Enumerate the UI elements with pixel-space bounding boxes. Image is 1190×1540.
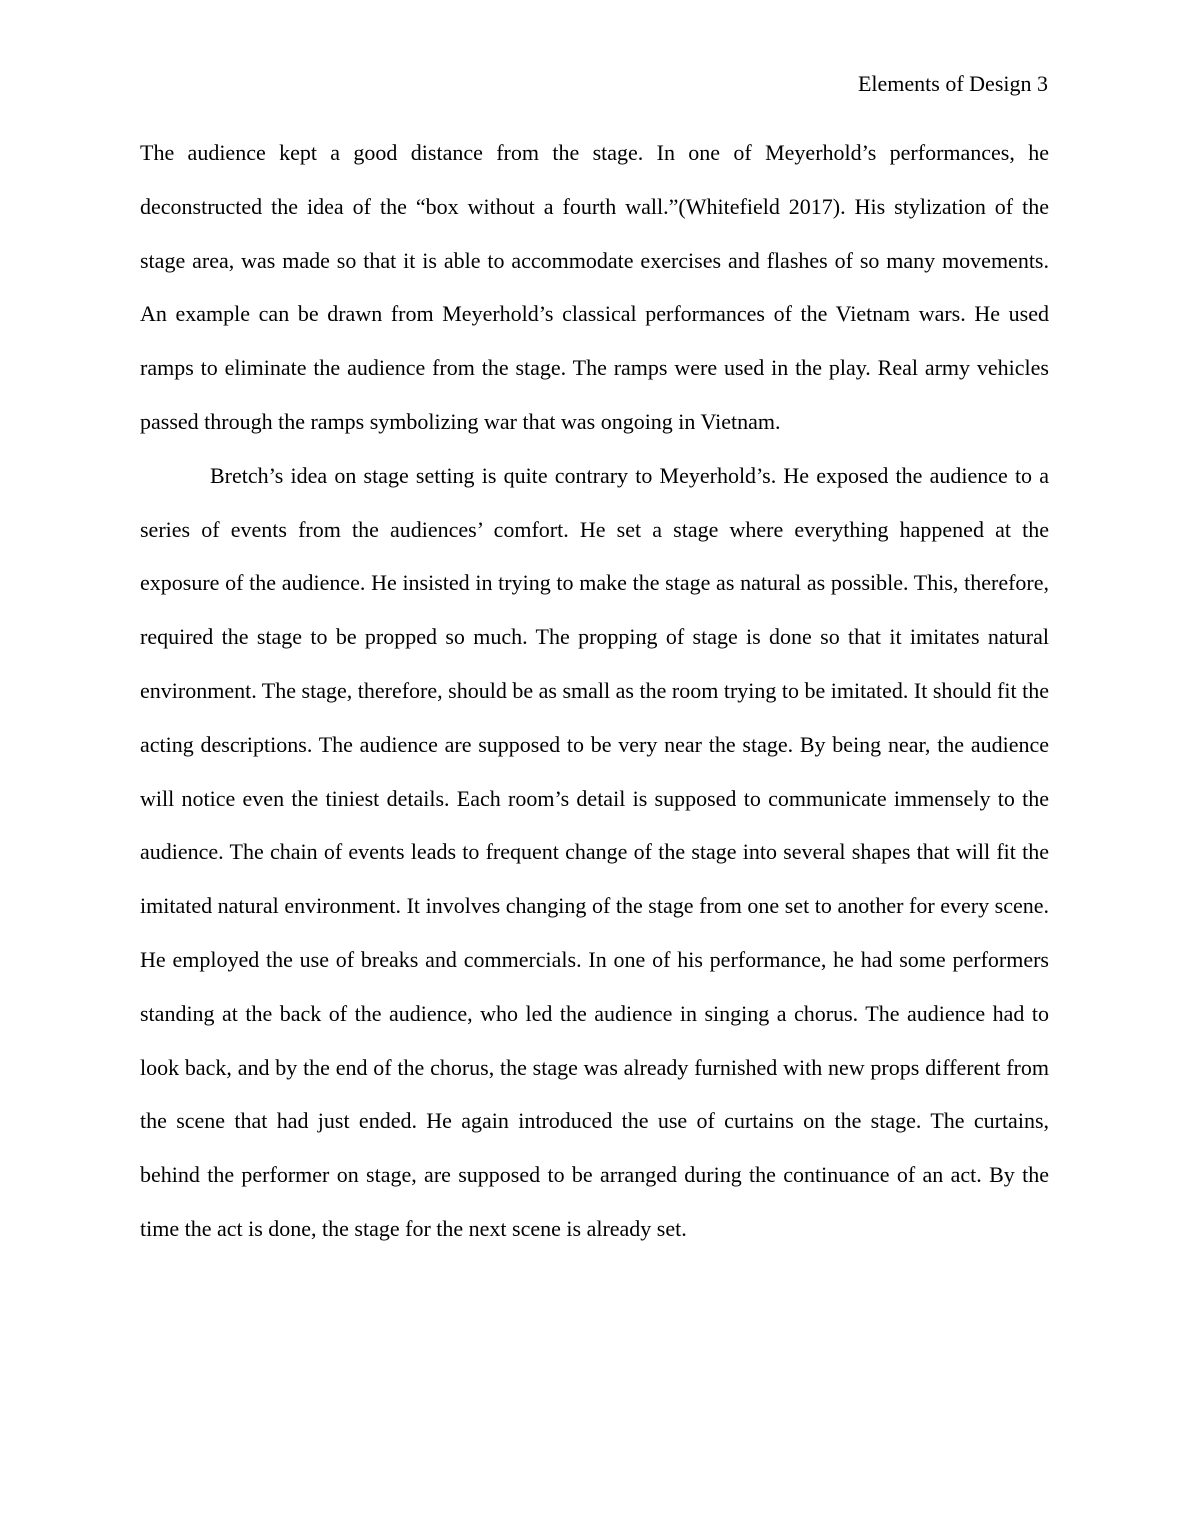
running-head: Elements of Design 3: [857, 71, 1048, 96]
body-text: [140, 126, 1049, 1256]
paragraph-2: Bretch’s idea on stage setting is quite contrary to Meyerhold’s. He exposed the audience to a series of events from the audiences’ comfort. He set a stage where everything happened at the exposure of the audience. He insisted in trying to make the stage as natural as possible. This, therefore, required the stage to be propped so much. The propping of stage is done so that it imitates natural environment. The stage, therefore, should be as small as the room trying to be imitated. It should fit the acting descriptions. The audience are supposed to be very near the stage. By being near, the audience will notice even the tiniest details. Each room’s detail is supposed to communicate immensely to the audience. The chain of events leads to frequent change of the stage into several shapes that will fit the imitated natural environment. It involves changing of the stage from one set to another for every scene. He employed the use of breaks and commercials. In one of his performance, he had some performers standing at the back of the audience, who led the audience in singing a chorus. The audience had to look back, and by the end of the chorus, the stage was already furnished with new props different from the scene that had just ended. He again introduced the use of curtains on the stage. The curtains, behind the performer on stage, are supposed to be arranged during the continuance of an act. By the time the act is done, the stage for the next scene is already set.: [140, 462, 1049, 1241]
paragraph-1: The audience kept a good distance from the stage. In one of Meyerhold’s performances, he deconstructed the idea of the “box without a fourth wall.”(Whitefield 2017). His stylization of the stage area, was made so that it is able to accommodate exercises and flashes of so many movements. An example can be drawn from Meyerhold’s classical performances of the Vietnam wars. He used ramps to eliminate the audience from the stage. The ramps were used in the play. Real army vehicles passed through the ramps symbolizing war that was ongoing in Vietnam.: [140, 140, 1049, 434]
